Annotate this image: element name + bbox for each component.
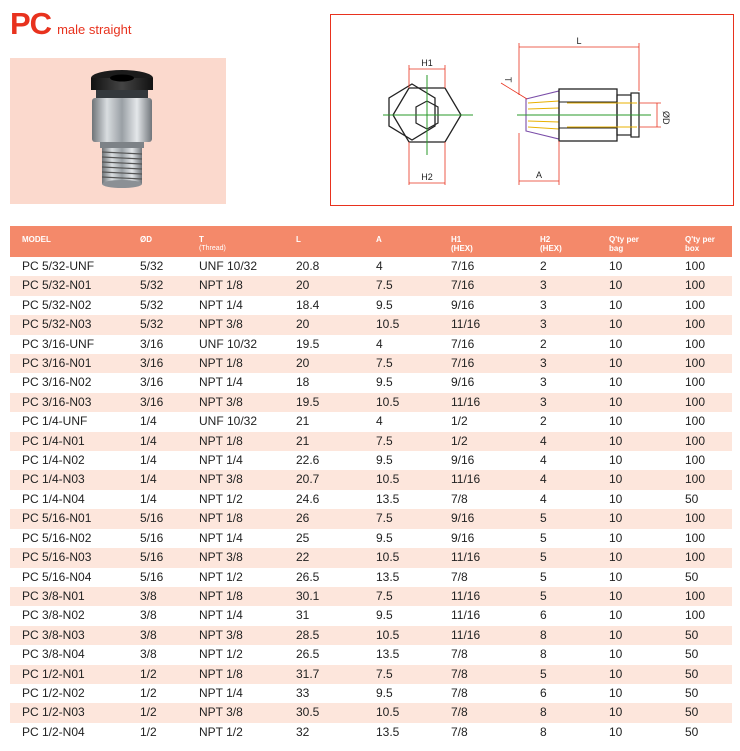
table-row: [10, 335, 732, 354]
cell-qty-bag: 10: [609, 569, 623, 584]
cell-qty-box: 100: [673, 548, 732, 567]
table-row: [10, 529, 732, 548]
cell-qty-bag: 10: [609, 491, 623, 506]
table-row: [10, 315, 732, 334]
table-row: [10, 490, 732, 509]
cell-od: 3/16: [140, 375, 164, 390]
cell-qty-bag: 10: [597, 276, 673, 295]
cell-thread: NPT 1/8: [187, 509, 284, 528]
table-row: [10, 432, 732, 451]
cell-h1: 1/2: [439, 432, 528, 451]
cell-thread: NPT 1/2: [199, 491, 243, 506]
cell-qty-box: 100: [673, 315, 732, 334]
cell-qty-box: 100: [685, 336, 706, 351]
cell-h1: 7/16: [439, 354, 528, 373]
cell-od: 5/16: [128, 548, 187, 567]
cell-h1: 7/16: [439, 276, 528, 295]
spec-table: [10, 226, 732, 742]
cell-qty-box: 50: [685, 724, 699, 739]
table-row: [10, 665, 732, 684]
cell-qty-bag: 10: [609, 453, 623, 468]
cell-l: 20.8: [296, 259, 320, 273]
cell-l: 21: [284, 432, 364, 451]
cell-a: 13.5: [376, 724, 400, 739]
front-view: [383, 58, 473, 185]
cell-qty-box: 50: [673, 626, 732, 645]
cell-model: PC 1/2-N01: [10, 665, 128, 684]
cell-h2: 8: [528, 703, 597, 722]
cell-h1: 7/8: [451, 724, 468, 739]
cell-h2: 4: [540, 453, 547, 468]
table-row: [10, 626, 732, 645]
cell-qty-box: 50: [685, 491, 699, 506]
cell-l: 26.5: [296, 569, 320, 584]
cell-h2: 5: [540, 569, 547, 584]
cell-h1: 7/8: [451, 569, 468, 584]
cell-l: 28.5: [284, 626, 364, 645]
table-row: [10, 451, 732, 470]
cell-l: 20.7: [284, 470, 364, 489]
cell-model: PC 5/16-N03: [10, 548, 128, 567]
cell-thread: NPT 1/2: [199, 724, 243, 739]
cell-a: 13.5: [376, 569, 400, 584]
col-od: ØD: [128, 226, 187, 257]
cell-h1: 9/16: [451, 530, 475, 545]
table-body: [10, 257, 732, 742]
cell-h2: 5: [540, 530, 547, 545]
cell-qty-bag: 10: [597, 587, 673, 606]
label-h1: H1: [421, 58, 433, 68]
cell-qty-bag: 10: [597, 548, 673, 567]
cell-od: 1/4: [140, 491, 157, 506]
cell-model: PC 3/16-N02: [22, 375, 92, 390]
cell-od: 3/16: [140, 336, 164, 351]
cell-a: 7.5: [364, 432, 439, 451]
label-od: ØD: [661, 111, 671, 125]
cell-od: 1/4: [140, 453, 157, 468]
cell-a: 10.5: [364, 626, 439, 645]
cell-l: 33: [296, 685, 310, 700]
table-header-row: [10, 226, 732, 257]
cell-h1: 9/16: [451, 453, 475, 468]
product-subtitle: male straight: [57, 22, 132, 37]
product-title: [10, 6, 132, 42]
table-row: [10, 354, 732, 373]
table-row: [10, 509, 732, 528]
cell-od: 1/2: [140, 724, 157, 739]
cell-h1: 1/2: [451, 414, 468, 429]
cell-h2: 3: [528, 393, 597, 412]
cell-qty-bag: 10: [609, 375, 623, 390]
cell-a: 4: [376, 414, 383, 429]
cell-thread: NPT 1/4: [199, 530, 243, 545]
cell-qty-box: 100: [685, 414, 706, 429]
cell-l: 31.7: [284, 665, 364, 684]
cell-thread: NPT 1/4: [199, 453, 243, 468]
cell-h2: 3: [528, 354, 597, 373]
cell-a: 13.5: [376, 491, 400, 506]
cell-od: 5/32: [140, 297, 164, 312]
cell-qty-bag: 10: [609, 685, 623, 700]
cell-a: 9.5: [376, 608, 393, 623]
cell-model: PC 3/16-UNF: [22, 336, 95, 351]
cell-a: 13.5: [376, 647, 400, 662]
cell-h1: 11/16: [451, 608, 481, 623]
cell-qty-box: 50: [685, 685, 699, 700]
cell-model: PC 3/8-N01: [10, 587, 128, 606]
cell-a: 9.5: [376, 685, 393, 700]
cell-qty-box: 100: [685, 297, 706, 312]
cell-l: 20: [284, 354, 364, 373]
col-l: L: [284, 226, 364, 257]
cell-h2: 5: [528, 548, 597, 567]
col-a: A: [364, 226, 439, 257]
cell-thread: NPT 1/4: [199, 375, 243, 390]
cell-qty-box: 100: [673, 354, 732, 373]
cell-a: 7.5: [364, 354, 439, 373]
cell-l: 20: [284, 315, 364, 334]
cell-thread: NPT 1/4: [199, 608, 243, 623]
cell-h2: 6: [540, 608, 547, 623]
cell-h2: 3: [540, 297, 547, 312]
cell-l: 30.5: [284, 703, 364, 722]
cell-h1: 9/16: [451, 297, 475, 312]
cell-a: 10.5: [364, 470, 439, 489]
cell-thread: NPT 1/4: [199, 685, 243, 700]
cell-h1: 11/16: [439, 587, 528, 606]
cell-od: 1/2: [128, 665, 187, 684]
cell-qty-bag: 10: [609, 608, 623, 623]
cell-thread: UNF 10/32: [199, 414, 258, 429]
col-thread: T (Thread): [187, 226, 284, 257]
cell-thread: NPT 1/8: [187, 587, 284, 606]
cell-od: 5/16: [140, 530, 164, 545]
cell-qty-box: 100: [673, 393, 732, 412]
cell-thread: NPT 3/8: [187, 626, 284, 645]
cell-h1: 7/8: [451, 647, 468, 662]
cell-qty-bag: 10: [597, 470, 673, 489]
cell-od: 3/16: [128, 393, 187, 412]
cell-l: 25: [296, 530, 310, 545]
technical-drawing: [330, 14, 734, 206]
cell-h2: 2: [540, 336, 547, 351]
cell-od: 3/8: [128, 587, 187, 606]
cell-model: PC 3/16-N01: [10, 354, 128, 373]
table-row: [10, 470, 732, 489]
cell-od: 3/16: [128, 354, 187, 373]
cell-model: PC 5/16-N04: [22, 569, 92, 584]
table-row: [10, 257, 732, 276]
product-code: PC: [10, 6, 52, 41]
cell-h2: 2: [540, 259, 547, 273]
cell-thread: NPT 1/8: [187, 276, 284, 295]
cell-a: 9.5: [376, 453, 393, 468]
cell-thread: NPT 3/8: [187, 470, 284, 489]
cell-h2: 5: [528, 509, 597, 528]
cell-od: 3/8: [140, 647, 157, 662]
cell-qty-bag: 10: [609, 414, 623, 429]
label-a: A: [535, 170, 543, 180]
cell-model: PC 1/2-N03: [10, 703, 128, 722]
cell-od: 1/4: [128, 470, 187, 489]
cell-h2: 3: [528, 315, 597, 334]
cell-l: 21: [296, 414, 310, 429]
cell-l: 22: [284, 548, 364, 567]
table-row: [10, 587, 732, 606]
cell-h2: 3: [540, 375, 547, 390]
cell-l: 26.5: [296, 647, 320, 662]
cell-od: 3/8: [128, 626, 187, 645]
cell-a: 7.5: [364, 509, 439, 528]
cell-l: 20: [284, 276, 364, 295]
cell-l: 18.4: [296, 297, 320, 312]
table-row: [10, 548, 732, 567]
cell-model: PC 1/4-N04: [22, 491, 85, 506]
cell-h1: 7/16: [451, 259, 475, 273]
cell-od: 5/32: [128, 315, 187, 334]
cell-qty-box: 100: [685, 375, 706, 390]
cell-thread: NPT 3/8: [187, 315, 284, 334]
table-row: [10, 373, 732, 392]
cell-qty-box: 100: [685, 453, 706, 468]
cell-thread: NPT 3/8: [187, 393, 284, 412]
cell-qty-box: 100: [673, 470, 732, 489]
table-row: [10, 393, 732, 412]
cell-model: PC 3/8-N02: [22, 608, 85, 623]
cell-qty-box: 100: [673, 276, 732, 295]
cell-h2: 4: [528, 432, 597, 451]
cell-l: 19.5: [296, 336, 320, 351]
cell-qty-box: 100: [673, 432, 732, 451]
cell-qty-bag: 10: [609, 647, 623, 662]
cell-qty-bag: 10: [597, 509, 673, 528]
cell-qty-box: 100: [685, 608, 706, 623]
col-h2: H2 (HEX): [528, 226, 597, 257]
cell-thread: UNF 10/32: [199, 336, 258, 351]
cell-thread: UNF 10/32: [199, 259, 258, 273]
cell-qty-box: 50: [673, 665, 732, 684]
cell-h1: 9/16: [439, 509, 528, 528]
cell-h2: 8: [528, 626, 597, 645]
col-qty-box: Q'ty per box: [673, 226, 732, 257]
cell-thread: NPT 1/2: [199, 647, 243, 662]
dimension-drawing: [331, 15, 733, 205]
cell-model: PC 5/16-N01: [10, 509, 128, 528]
cell-h1: 7/16: [451, 336, 475, 351]
cell-model: PC 5/32-N01: [10, 276, 128, 295]
cell-h1: 7/8: [451, 685, 468, 700]
table-row: [10, 606, 732, 625]
cell-h1: 7/8: [451, 491, 468, 506]
cell-model: PC 1/2-N02: [22, 685, 85, 700]
table-row: [10, 645, 732, 664]
cell-a: 10.5: [364, 548, 439, 567]
cell-h2: 4: [540, 491, 547, 506]
cell-thread: NPT 1/8: [187, 665, 284, 684]
cell-od: 5/16: [140, 569, 164, 584]
cell-od: 5/32: [128, 276, 187, 295]
cell-a: 4: [376, 336, 383, 351]
cell-qty-bag: 10: [609, 530, 623, 545]
col-qty-bag: Q'ty per bag: [597, 226, 673, 257]
table-row: [10, 276, 732, 295]
cell-thread: NPT 1/8: [187, 354, 284, 373]
cell-l: 32: [296, 724, 310, 739]
table-row: [10, 684, 732, 703]
cell-h2: 5: [528, 587, 597, 606]
cell-qty-bag: 10: [597, 432, 673, 451]
cell-od: 1/2: [140, 685, 157, 700]
cell-model: PC 1/2-N04: [22, 724, 85, 739]
cell-model: PC 3/8-N04: [22, 647, 85, 662]
cell-model: PC 3/8-N03: [10, 626, 128, 645]
cell-a: 4: [376, 259, 383, 273]
table-row: [10, 568, 732, 587]
cell-qty-bag: 10: [597, 354, 673, 373]
cell-qty-bag: 10: [609, 724, 623, 739]
cell-qty-bag: 10: [609, 297, 623, 312]
table-row: [10, 296, 732, 315]
cell-a: 9.5: [376, 297, 393, 312]
cell-l: 31: [296, 608, 310, 623]
cell-od: 5/16: [128, 509, 187, 528]
cell-h2: 2: [540, 414, 547, 429]
cell-model: PC 5/32-UNF: [22, 259, 95, 273]
cell-h2: 3: [528, 276, 597, 295]
cell-qty-box: 100: [673, 587, 732, 606]
cell-qty-box: 50: [673, 703, 732, 722]
cell-a: 7.5: [364, 276, 439, 295]
cell-qty-bag: 10: [609, 336, 623, 351]
cell-qty-bag: 10: [597, 665, 673, 684]
cell-thread: NPT 1/8: [187, 432, 284, 451]
cell-od: 5/32: [140, 259, 164, 273]
cell-l: 24.6: [296, 491, 320, 506]
cell-qty-box: 100: [673, 509, 732, 528]
label-l: L: [576, 36, 582, 46]
cell-qty-bag: 10: [597, 315, 673, 334]
cell-h2: 8: [540, 724, 547, 739]
fitting-illustration: [10, 58, 226, 204]
cell-model: PC 5/32-N02: [22, 297, 92, 312]
cell-h2: 8: [540, 647, 547, 662]
cell-a: 9.5: [376, 375, 393, 390]
cell-l: 22.6: [296, 453, 320, 468]
cell-h1: 7/8: [439, 665, 528, 684]
cell-a: 7.5: [364, 587, 439, 606]
table-row: [10, 412, 732, 431]
cell-model: PC 5/16-N02: [22, 530, 92, 545]
cell-model: PC 1/4-N02: [22, 453, 85, 468]
cell-qty-bag: 10: [597, 703, 673, 722]
cell-l: 26: [284, 509, 364, 528]
cell-qty-bag: 10: [597, 393, 673, 412]
cell-h1: 11/16: [439, 626, 528, 645]
cell-h2: 6: [540, 685, 547, 700]
cell-h1: 7/8: [439, 703, 528, 722]
cell-h1: 11/16: [439, 315, 528, 334]
label-t: T: [503, 77, 513, 83]
cell-qty-box: 50: [685, 569, 699, 584]
cell-thread: NPT 3/8: [187, 548, 284, 567]
cell-od: 1/4: [140, 414, 157, 429]
cell-a: 9.5: [376, 530, 393, 545]
cell-h1: 11/16: [439, 393, 528, 412]
product-photo: [10, 58, 226, 204]
cell-h1: 11/16: [439, 548, 528, 567]
cell-a: 10.5: [364, 393, 439, 412]
cell-thread: NPT 1/2: [199, 569, 243, 584]
cell-model: PC 3/16-N03: [10, 393, 128, 412]
cell-a: 10.5: [364, 703, 439, 722]
cell-qty-bag: 10: [597, 626, 673, 645]
cell-l: 30.1: [284, 587, 364, 606]
cell-qty-box: 100: [685, 259, 706, 273]
cell-thread: NPT 1/4: [199, 297, 243, 312]
cell-h2: 4: [528, 470, 597, 489]
cell-h2: 5: [528, 665, 597, 684]
cell-a: 10.5: [364, 315, 439, 334]
label-h2: H2: [421, 172, 433, 182]
col-model: MODEL: [10, 226, 128, 257]
cell-l: 19.5: [284, 393, 364, 412]
cell-model: PC 1/4-UNF: [22, 414, 88, 429]
col-h1: H1 (HEX): [439, 226, 528, 257]
cell-l: 18: [296, 375, 310, 390]
cell-od: 1/4: [128, 432, 187, 451]
cell-qty-box: 50: [685, 647, 699, 662]
cell-model: PC 1/4-N03: [10, 470, 128, 489]
table-row: [10, 703, 732, 722]
table-row: [10, 723, 732, 742]
cell-qty-box: 100: [685, 530, 706, 545]
cell-a: 7.5: [364, 665, 439, 684]
cell-thread: NPT 3/8: [187, 703, 284, 722]
cell-model: PC 1/4-N01: [10, 432, 128, 451]
cell-h1: 9/16: [451, 375, 475, 390]
cell-od: 1/2: [128, 703, 187, 722]
cell-qty-bag: 10: [609, 259, 623, 273]
cell-h1: 11/16: [439, 470, 528, 489]
cell-od: 3/8: [140, 608, 157, 623]
cell-model: PC 5/32-N03: [10, 315, 128, 334]
side-view: [501, 36, 671, 185]
